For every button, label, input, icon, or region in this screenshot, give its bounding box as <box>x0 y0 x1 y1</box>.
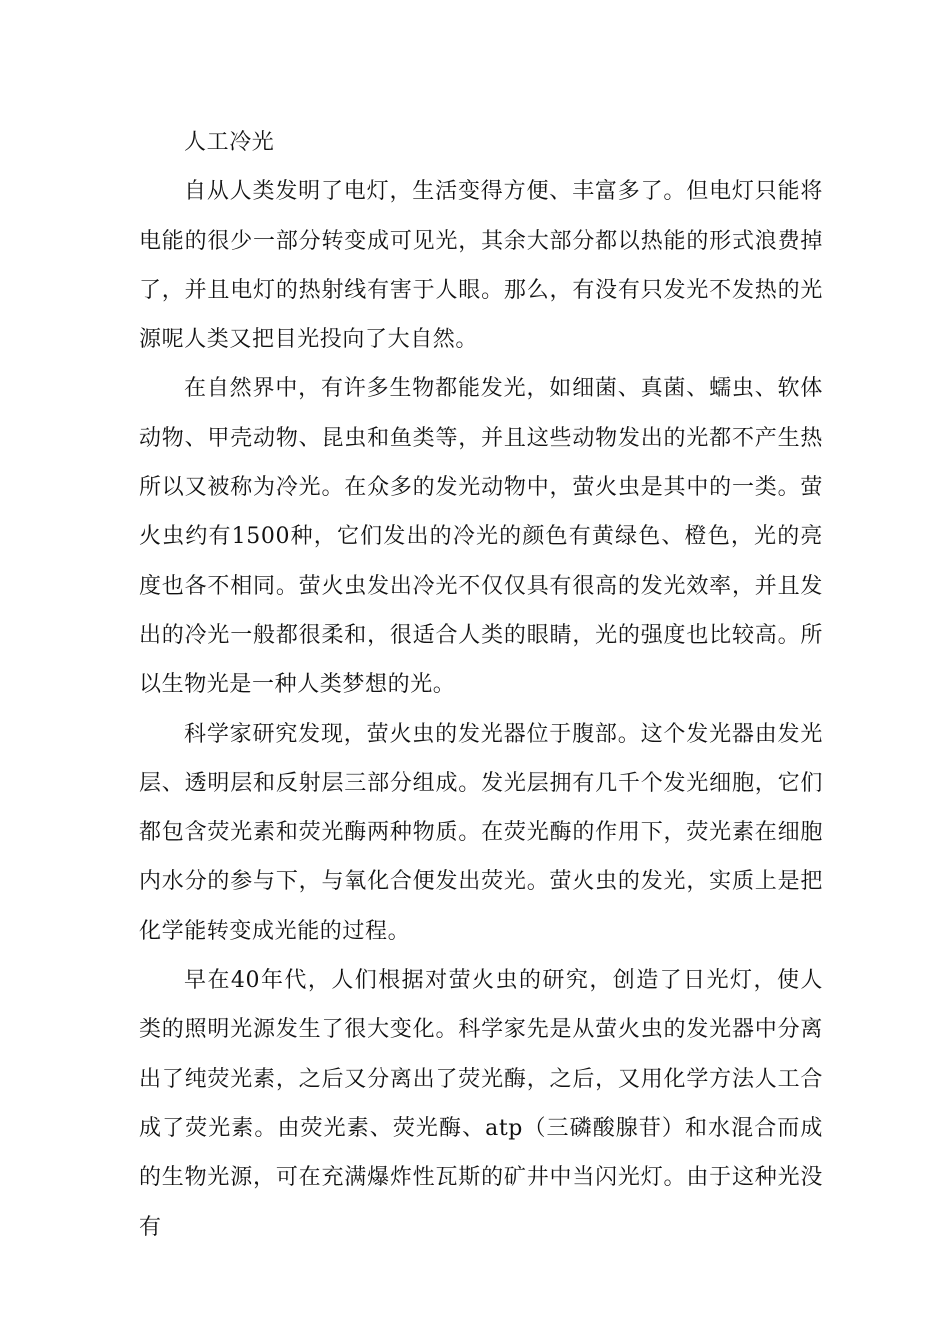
paragraph-firefly-organ: 科学家研究发现，萤火虫的发光器位于腹部。这个发光器由发光层、透明层和反射层三部分组成。发光层拥有几千个发光细胞，它们都包含荧光素和荧光酶两种物质。在荧光酶的作用下，荧光素在细胞内水分的参与下，与氧化合便发出荧光。萤火虫的发光，实质上是把化学能转变成光能的过程。 <box>139 721 823 944</box>
paragraph-intro: 自从人类发明了电灯，生活变得方便、丰富多了。但电灯只能将电能的很少一部分转变成可见光，其余大部分都以热能的形式浪费掉了，并且电灯的热射线有害于人眼。那么，有没有只发光不发热的光源呢人类又把目光投向了大自然。 <box>139 179 823 353</box>
paragraph-artificial-light: 早在40年代，人们根据对萤火虫的研究，创造了日光灯，使人类的照明光源发生了很大变化。科学家先是从萤火虫的发光器中分离出了纯荧光素，之后又分离出了荧光酶，之后，又用化学方法人工合成了荧光素。由荧光素、荧光酶、atp（三磷酸腺苷）和水混合而成的生物光源，可在充满爆炸性瓦斯的矿井中当闪光灯。由于这种光没有 <box>139 968 823 1240</box>
document-body <box>139 118 823 1252</box>
document-title: 人工冷光 <box>184 130 275 155</box>
paragraph-bioluminescence: 在自然界中，有许多生物都能发光，如细菌、真菌、蠕虫、软体动物、甲壳动物、昆虫和鱼类等，并且这些动物发出的光都不产生热所以又被称为冷光。在众多的发光动物中，萤火虫是其中的一类。萤火虫约有1500种，它们发出的冷光的颜色有黄绿色、橙色，光的亮度也各不相同。萤火虫发出冷光不仅仅具有很高的发光效率，并且发出的冷光一般都很柔和，很适合人类的眼睛，光的强度也比较高。所以生物光是一种人类梦想的光。 <box>139 376 823 698</box>
